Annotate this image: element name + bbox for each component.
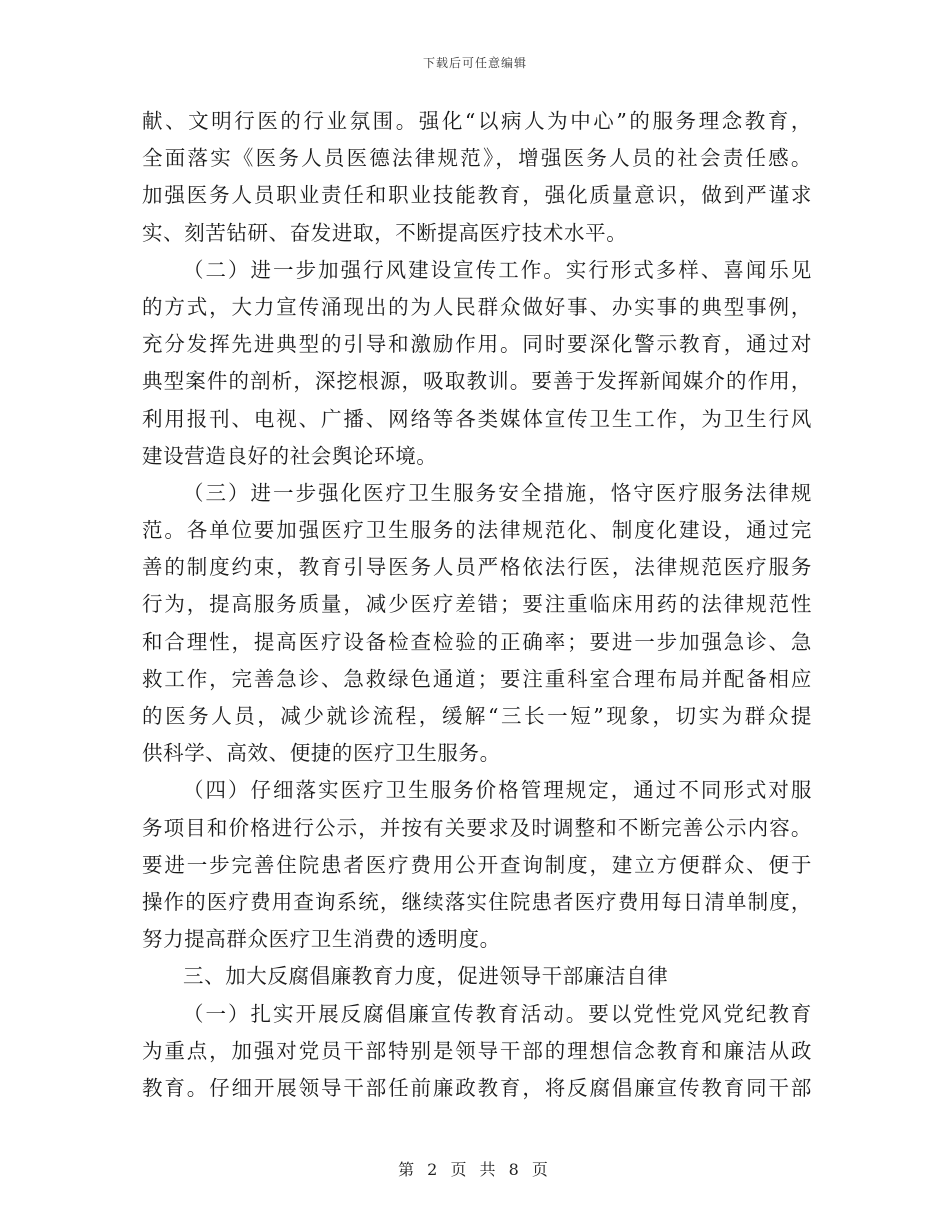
text-line: 范。各单位要加强医疗卫生服务的法律规范化、制度化建设，通过完 (142, 518, 812, 543)
document-body (142, 103, 812, 1107)
text-line: 实、刻苦钻研、奋发进取，不断提高医疗技术水平。 (142, 220, 628, 245)
text-line: 的医务人员，减少就诊流程，缓解“三长一短”现象，切实为群众提 (142, 704, 812, 728)
page-header: 下载后可任意编辑 (422, 56, 527, 70)
text-line: 救工作，完善急诊、急救绿色通道；要注重科室合理布局并配备相应 (142, 666, 812, 691)
text-line: 全面落实《医务人员医德法律规范》，增强医务人员的社会责任感。 (142, 146, 812, 171)
text-line: 的方式，大力宣传涌现出的为人民群众做好事、办实事的典型事例， (142, 294, 812, 319)
text-line: 为重点，加强对党员干部特别是领导干部的理想信念教育和廉洁从政 (142, 1038, 812, 1063)
text-line: （三）进一步强化医疗卫生服务安全措施，恪守医疗服务法律规 (183, 480, 812, 505)
text-line: 加强医务人员职业责任和职业技能教育，强化质量意识，做到严谨求 (142, 183, 812, 208)
text-line: 要进一步完善住院患者医疗费用公开查询制度，建立方便群众、便于 (142, 852, 812, 877)
text-line: （一）扎实开展反腐倡廉宣传教育活动。要以党性党风党纪教育 (183, 1001, 812, 1026)
text-line: 献、文明行医的行业氛围。强化“以病人为中心”的服务理念教育， (142, 109, 812, 133)
text-line: 典型案件的剖析，深挖根源，吸取教训。要善于发挥新闻媒介的作用， (142, 369, 812, 394)
page-number: 第 2 页 共 8 页 (398, 1160, 552, 1179)
text-line: 务项目和价格进行公示，并按有关要求及时调整和不断完善公示内容。 (142, 815, 812, 840)
text-line: 善的制度约束，教育引导医务人员严格依法行医，法律规范医疗服务 (142, 555, 812, 580)
text-line: 努力提高群众医疗卫生消费的透明度。 (142, 927, 501, 952)
text-line: 三、加大反腐倡廉教育力度，促进领导干部廉洁自律 (183, 964, 669, 989)
text-line: 教育。仔细开展领导干部任前廉政教育，将反腐倡廉宣传教育同干部 (142, 1075, 812, 1100)
text-line: （二）进一步加强行风建设宣传工作。实行形式多样、喜闻乐见 (183, 257, 812, 282)
text-line: 建设营造良好的社会舆论环境。 (142, 443, 438, 468)
text-line: 利用报刊、电视、广播、网络等各类媒体宣传卫生工作，为卫生行风 (142, 406, 812, 431)
text-line: 操作的医疗费用查询系统，继续落实住院患者医疗费用每日清单制度， (142, 889, 812, 914)
text-line: 行为，提高服务质量，减少医疗差错；要注重临床用药的法律规范性 (142, 592, 812, 617)
text-line: 充分发挥先进典型的引导和激励作用。同时要深化警示教育，通过对 (142, 332, 812, 357)
text-line: （四）仔细落实医疗卫生服务价格管理规定，通过不同形式对服 (183, 778, 812, 803)
text-line: 供科学、高效、便捷的医疗卫生服务。 (142, 741, 501, 766)
text-line: 和合理性，提高医疗设备检查检验的正确率；要进一步加强急诊、急 (142, 629, 812, 654)
